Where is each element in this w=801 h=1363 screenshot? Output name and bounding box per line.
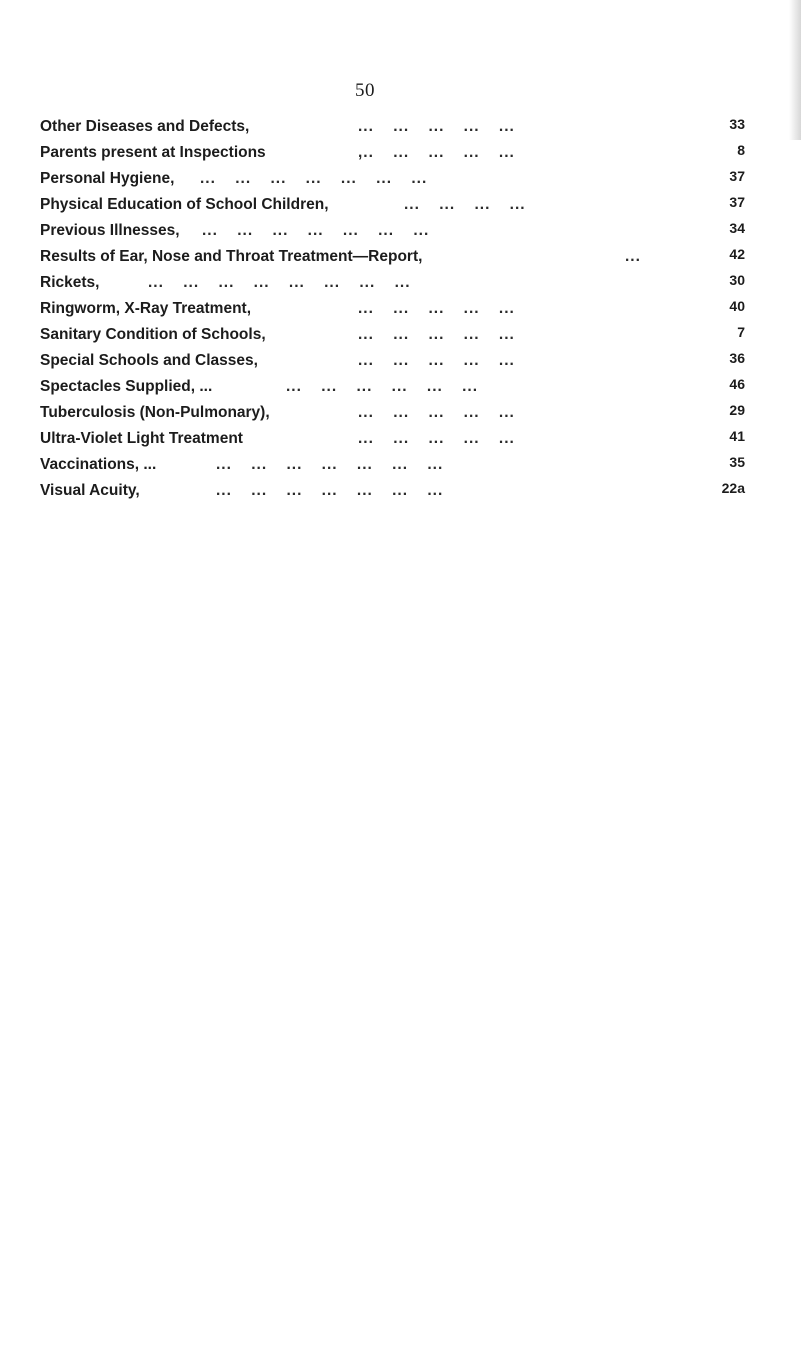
- entry-label: Special Schools and Classes,: [40, 352, 258, 369]
- page-reference: 8: [737, 142, 745, 158]
- entry-label: Physical Education of School Children,: [40, 196, 329, 213]
- index-row: [40, 426, 750, 452]
- dot-leader: ,.. ... ... ... ...: [358, 144, 515, 161]
- page-reference: 35: [729, 454, 745, 470]
- dot-leader: ... ... ... ... ... ... ...: [202, 222, 430, 239]
- page-number: 50: [355, 80, 375, 101]
- index-row: [40, 140, 750, 166]
- index-row: [40, 348, 750, 374]
- entry-label: Ringworm, X-Ray Treatment,: [40, 300, 252, 317]
- page-reference: 36: [729, 350, 745, 366]
- index-row: [40, 478, 750, 504]
- dot-leader: ... ... ... ... ... ... ...: [200, 170, 428, 187]
- dot-leader: ... ... ... ... ...: [358, 118, 515, 135]
- page-reference: 41: [729, 428, 745, 444]
- index-row: [40, 270, 750, 296]
- entry-label: Personal Hygiene,: [40, 170, 175, 187]
- entry-label: Sanitary Condition of Schools,: [40, 326, 266, 343]
- dot-leader: ... ... ... ... ... ... ... ...: [148, 274, 411, 291]
- index-row: [40, 114, 750, 140]
- page-reference: 29: [729, 402, 745, 418]
- page-reference: 42: [729, 246, 745, 262]
- dot-leader: ... ... ... ...: [404, 196, 526, 213]
- entry-label: Parents present at Inspections: [40, 144, 266, 161]
- page-reference: 37: [729, 168, 745, 184]
- dot-leader: ...: [625, 248, 641, 265]
- index-row: [40, 400, 750, 426]
- entry-label: Spectacles Supplied, ...: [40, 378, 213, 395]
- entry-label: Previous Illnesses,: [40, 222, 180, 239]
- dot-leader: ... ... ... ... ... ...: [286, 378, 479, 395]
- entry-label: Ultra-Violet Light Treatment: [40, 430, 243, 447]
- index-row: [40, 192, 750, 218]
- page-reference: 37: [729, 194, 745, 210]
- index-row: [40, 218, 750, 244]
- index-row: [40, 452, 750, 478]
- page-reference: 30: [729, 272, 745, 288]
- entry-label: Visual Acuity,: [40, 482, 140, 499]
- page-reference: 40: [729, 298, 745, 314]
- index-row: [40, 322, 750, 348]
- page-reference: 7: [737, 324, 745, 340]
- dot-leader: ... ... ... ... ...: [358, 300, 515, 317]
- dot-leader: ... ... ... ... ...: [358, 430, 515, 447]
- index-row: [40, 296, 750, 322]
- entry-label: Tuberculosis (Non-Pulmonary),: [40, 404, 270, 421]
- page-reference: 46: [729, 376, 745, 392]
- page-reference: 22a: [721, 480, 745, 496]
- page-reference: 33: [729, 116, 745, 132]
- dot-leader: ... ... ... ... ...: [358, 352, 515, 369]
- index-row: [40, 374, 750, 400]
- index-row: [40, 166, 750, 192]
- index-row: [40, 244, 750, 270]
- page-reference: 34: [729, 220, 745, 236]
- dot-leader: ... ... ... ... ...: [358, 404, 515, 421]
- page-edge-shadow: [789, 0, 801, 140]
- dot-leader: ... ... ... ... ...: [358, 326, 515, 343]
- index-list: [40, 114, 750, 504]
- entry-label: Other Diseases and Defects,: [40, 118, 250, 135]
- entry-label: Rickets,: [40, 274, 100, 291]
- dot-leader: ... ... ... ... ... ... ...: [216, 456, 444, 473]
- dot-leader: ... ... ... ... ... ... ...: [216, 482, 444, 499]
- entry-label: Results of Ear, Nose and Throat Treatment—Report,: [40, 248, 423, 265]
- entry-label: Vaccinations, ...: [40, 456, 157, 473]
